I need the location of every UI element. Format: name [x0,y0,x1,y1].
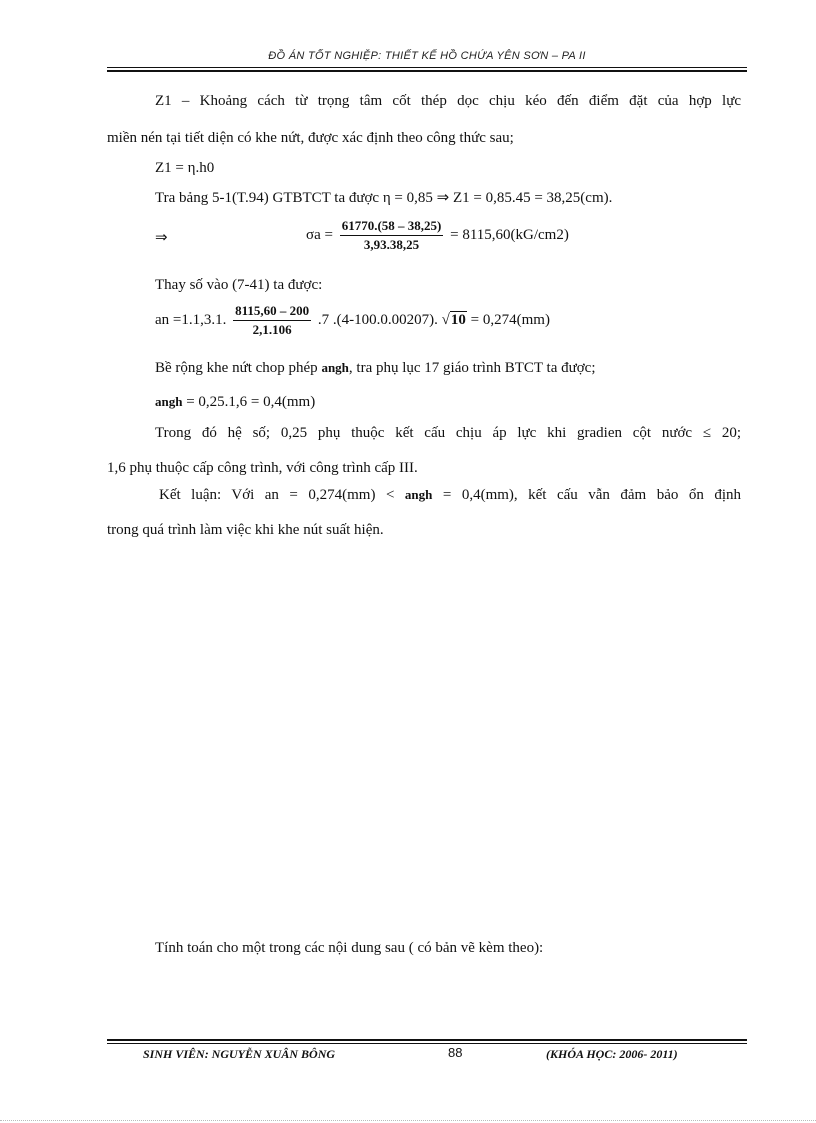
sigma-numerator: 61770.(58 – 38,25) [340,218,444,236]
ket-luan-line2: trong quá trình làm việc khi khe nút suất hiện. [107,522,384,538]
an-denominator: 2,1.106 [252,322,292,337]
trong-do-text: Trong đó hệ số; 0,25 phụ thuộc kết cấu chịu áp lực khi gradien cột nước ≤ 20; [155,425,741,441]
z1-formula: Z1 = η.h0 [155,160,215,176]
be-rong-text-a: Bề rộng khe nứt chop phép [155,360,318,376]
header-rule-thick [107,70,747,72]
footer-course: (KHÓA HỌC: 2006- 2011) [546,1047,678,1061]
agh-value: = 0,25.1,6 = 0,4(mm) [186,394,316,410]
an-formula [155,303,550,338]
page-header-title: ĐỒ ÁN TỐT NGHIỆP: THIẾT KẾ HỒ CHỨA YÊN SƠN – PA II [268,50,586,62]
sigma-formula [306,218,569,253]
agh-symbol-2: angh [155,394,183,409]
trong-do-line2: 1,6 phụ thuộc cấp công trình, với công trình cấp III. [107,460,418,476]
an-prefix: an =1.1,3.1. [155,311,227,328]
sqrt-radicand: 10 [450,311,466,328]
be-rong-line [155,358,595,378]
ket-luan-line1 [107,487,741,504]
tinh-toan-line: Tính toán cho một trong các nội dung sau ( có bản vẽ kèm theo): [155,940,544,956]
be-rong-text-b: , tra phụ lục 17 giáo trình BTCT ta được; [348,360,596,376]
page-bottom-dotted-border [0,1120,816,1121]
trong-do-line1 [107,425,741,442]
agh-value-line [155,392,315,412]
tra-bang-line: Tra bảng 5-1(T.94) GTBTCT ta được η = 0,85 ⇒ Z1 = 0,85.45 = 38,25(cm). [155,190,613,206]
sigma-lhs: σa = [306,226,333,243]
z1-definition-text: Z1 – Khoảng cách từ trọng tâm cốt thép dọc chịu kéo đến điểm đặt của hợp lực [155,93,741,109]
sqrt-expression: √10 [441,311,466,328]
ket-luan-text-a: Kết luận: Với an = 0,274(mm) < [159,487,395,503]
agh-symbol-3: angh [404,487,433,502]
an-numerator: 8115,60 – 200 [233,303,311,321]
footer-student: SINH VIÊN: NGUYỄN XUÂN BÔNG [143,1047,336,1061]
footer-rule-thin [107,1043,747,1044]
paragraph-z1-line1 [107,93,741,110]
sigma-arrow: ⇒ [155,230,168,246]
sigma-denominator: 3,93.38,25 [363,237,420,252]
thay-so-line: Thay số vào (7-41) ta được: [155,277,323,293]
paragraph-z1-line2: miền nén tại tiết diện có khe nứt, được xác định theo công thức sau; [107,130,514,146]
an-middle: .7 .(4-100.0.00207). [317,311,438,328]
agh-symbol: angh [321,360,349,375]
page-number: 88 [448,1045,463,1060]
an-result: = 0,274(mm) [470,311,550,328]
sigma-fraction [340,218,444,253]
footer-rule-thick [107,1039,747,1041]
ket-luan-text-b: = 0,4(mm), kết cấu vẫn đảm bảo ổn định [442,487,742,503]
an-fraction [233,303,311,338]
header-rule-thin [107,67,747,68]
sigma-result: = 8115,60(kG/cm2) [450,226,569,243]
